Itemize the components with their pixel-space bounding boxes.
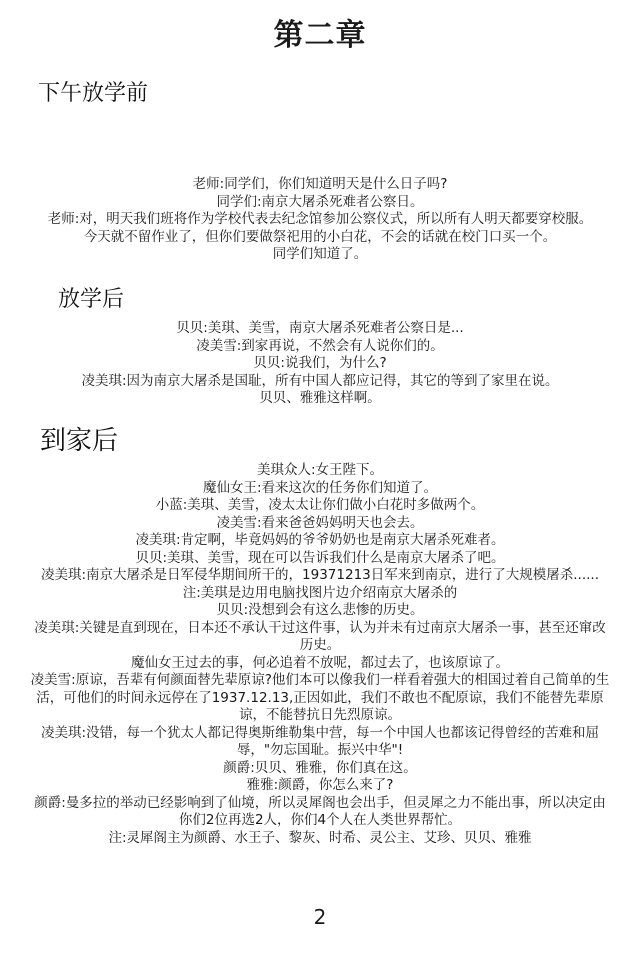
section-heading-arrived-home: 到家后 — [40, 426, 119, 456]
dialogue-line: 雅雅:颜爵，你怎么来了? — [246, 777, 394, 793]
dialogue-line: 老师:对，明天我们班将作为学校代表去纪念馆参加公察仪式，所以所有人明天都要穿校服。今天就不留作业了，但你们要做祭祀用的小白花，不会的话就在校门口买一个。 — [47, 211, 593, 245]
dialogue-line: 魔仙女王:看来这次的任务你们知道了。 — [202, 479, 438, 496]
section-heading-before-school-ends: 下午放学前 — [38, 81, 149, 106]
section-body-before-school-ends — [8, 176, 632, 264]
dialogue-line: 魔仙女王过去的事，何必追着不放呢，都过去了，也该原谅了。 — [131, 654, 509, 671]
chapter-title: 第二章 — [273, 18, 367, 53]
dialogue-line: 贝贝:美琪、美雪，南京大屠杀死难者公察日是... — [176, 320, 464, 336]
dialogue-line: 凌美雪:原谅，吾辈有何颜面替先辈原谅?他们本可以像我们一样看着强大的相国过着自己简单的生活，可他们的时间永远停在了1937.12.13,正因如此，我们不敢也不配原谅，我们不能替先辈原谅，不能替抗日先烈原谅。 — [30, 672, 610, 723]
note-line: 注:灵犀阁主为颜爵、水王子、黎灰、时希、灵公主、艾珍、贝贝、雅雅 — [108, 829, 532, 846]
dialogue-line: 凌美雪:看来爸爸妈妈明天也会去。 — [216, 514, 424, 531]
dialogue-line: 同学们知道了。 — [272, 246, 368, 262]
dialogue-line: 凌美琪:关键是直到现在，日本还不承认干过这件事，认为并未有过南京大屠杀一事，甚至还窜改历史。 — [34, 619, 606, 653]
dialogue-line: 凌美琪:南京大屠杀是日军侵华期间所干的，19371213日军来到南京，进行了大规模屠杀...... — [40, 567, 599, 583]
section-body-after-school — [8, 320, 632, 408]
dialogue-line: 凌美雪:到家再说，不然会有人说你们的。 — [196, 337, 444, 354]
dialogue-line: 颜爵:曼多拉的举动已经影响到了仙境，所以灵犀阁也会出手，但灵犀之力不能出事，所以决定由你们2位再选2人，你们4个人在人类世界帮忙。 — [34, 794, 606, 828]
section-heading-after-school: 放学后 — [58, 287, 125, 312]
dialogue-line: 凌美琪:因为南京大屠杀是国耻，所有中国人都应记得，其它的等到了家里在说。 — [81, 372, 559, 389]
dialogue-line: 贝贝:没想到会有这么悲惨的历史。 — [216, 602, 424, 618]
dialogue-line: 美琪众人:女王陛下。 — [256, 462, 384, 478]
dialogue-line: 凌美琪:肯定啊，毕竟妈妈的爷爷奶奶也是南京大屠杀死难者。 — [135, 532, 505, 548]
dialogue-line: 同学们:南京大屠杀死难者公察日。 — [216, 193, 424, 210]
dialogue-line: 凌美琪:没错，每一个犹太人都记得奥斯维勒集中营，每一个中国人也都该记得曾经的苦难和屈辱，"勿忘国耻。振兴中华"! — [40, 724, 600, 758]
page-number: 2 — [313, 905, 327, 929]
note-line: 注:美琪是边用电脑找图片边介绍南京大屠杀的 — [182, 584, 458, 601]
dialogue-line: 贝贝:美琪、美雪，现在可以告诉我们什么是南京大屠杀了吧。 — [135, 549, 505, 566]
dialogue-line: 贝贝、雅雅这样啊。 — [259, 390, 381, 406]
dialogue-line: 颜爵:贝贝、雅雅，你们真在这。 — [223, 759, 417, 776]
section-body-arrived-home — [8, 462, 632, 847]
dialogue-line: 老师:同学们，你们知道明天是什么日子吗? — [192, 176, 448, 192]
dialogue-line: 小蓝:美琪、美雪，凌太太让你们做小白花时多做两个。 — [155, 497, 485, 513]
dialogue-line: 贝贝:说我们，为什么? — [253, 355, 387, 371]
